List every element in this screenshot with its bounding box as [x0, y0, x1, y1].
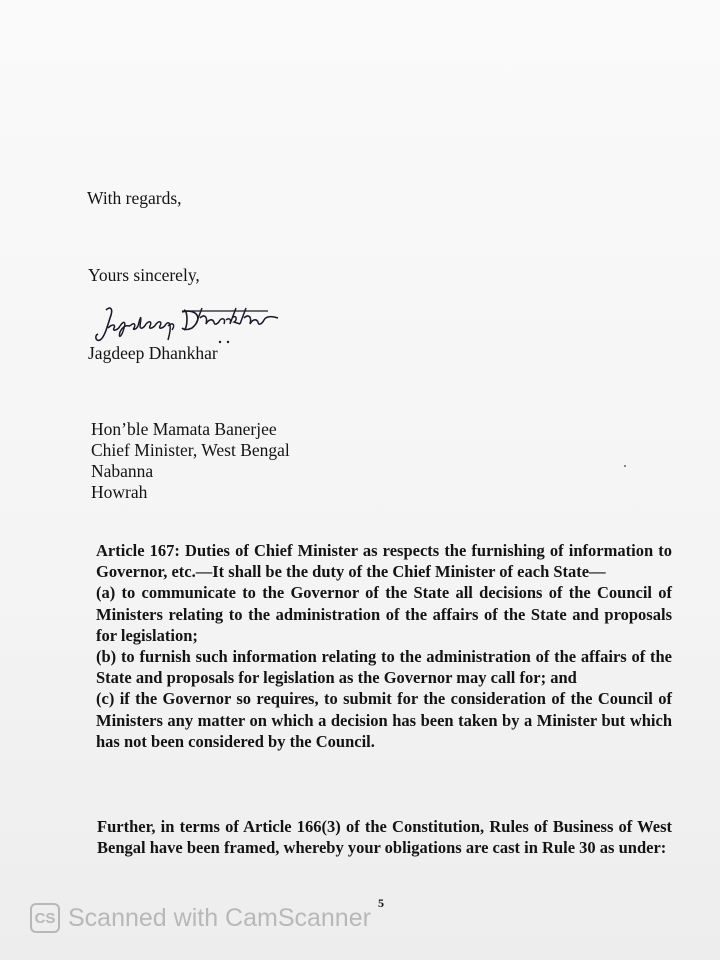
article-clause: (c) if the Governor so requires, to submit for the consideration of the Council of Ministers any matter on which a decision has been taken by a Minister but which has not been considered by the Council.	[96, 689, 672, 751]
scan-speck	[624, 465, 626, 467]
letter-valediction: Yours sincerely,	[88, 265, 200, 285]
further-paragraph: Further, in terms of Article 166(3) of the Constitution, Rules of Business of West Bengal have been framed, whereby your obligations are cast in Rule 30 as under:	[97, 817, 672, 858]
article-heading: Article 167: Duties of Chief Minister as respects the furnishing of information to Governor, etc.—It shall be the duty of the Chief Minister of each State—	[96, 541, 672, 582]
addressee-line: Howrah	[91, 482, 148, 502]
addressee-line: Chief Minister, West Bengal	[91, 440, 290, 460]
article-167-block	[96, 540, 672, 752]
camscanner-watermark	[30, 903, 371, 933]
signer-name: Jagdeep Dhankhar	[88, 343, 218, 363]
handwritten-signature	[92, 300, 282, 346]
addressee-line: Hon’ble Mamata Banerjee	[91, 419, 277, 439]
camscanner-logo-icon: CS	[30, 903, 60, 933]
article-clause: (b) to furnish such information relating to the administration of the affairs of the State and proposals for legislation as the Governor may call for; and	[96, 647, 672, 688]
camscanner-text: Scanned with CamScanner	[68, 903, 371, 932]
page-number: 5	[378, 896, 384, 910]
addressee-block	[91, 419, 290, 503]
addressee-line: Nabanna	[91, 461, 154, 481]
letter-closing: With regards,	[87, 188, 182, 208]
article-clause: (a) to communicate to the Governor of the State all decisions of the Council of Ministers relating to the administration of the affairs of the State and proposals for legislation;	[96, 583, 672, 645]
